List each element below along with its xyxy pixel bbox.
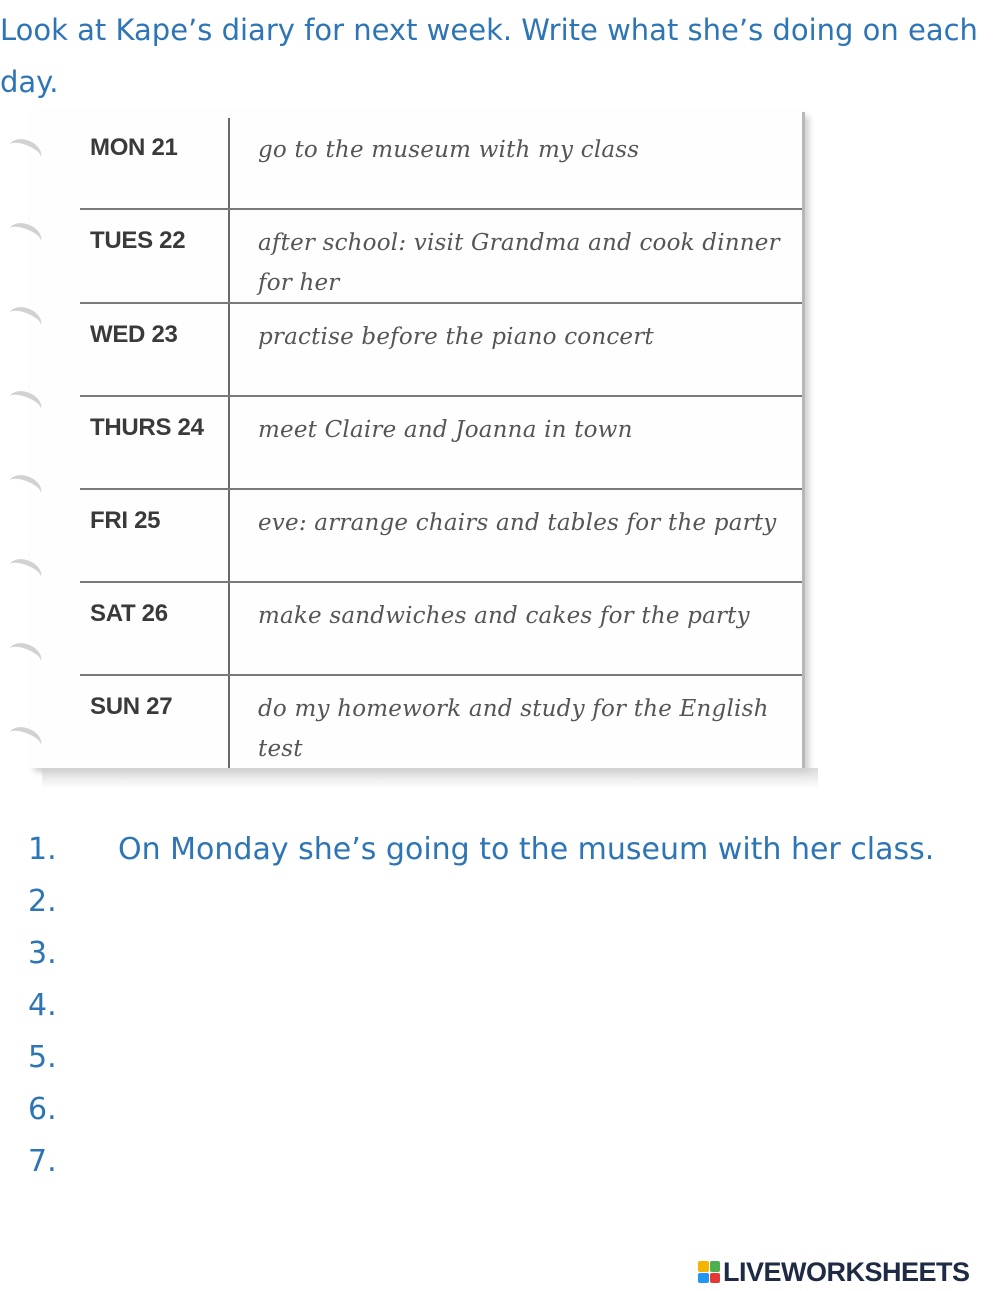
instruction-text: Look at Kape’s diary for next week. Write what she’s doing on each day. (0, 13, 978, 99)
diary-entry: make sandwiches and cakes for the party (258, 603, 750, 629)
diary-entry: meet Claire and Joanna in town (258, 417, 633, 443)
answer-number: 3. (28, 936, 57, 971)
answer-number: 7. (28, 1144, 57, 1179)
answer-line-3 (0, 930, 1000, 982)
answer-line-4 (0, 982, 1000, 1034)
diary-row-sunday (80, 675, 800, 768)
answer-line-6 (0, 1086, 1000, 1138)
diary-day-label: SAT 26 (90, 600, 168, 627)
diary-day-label: MON 21 (90, 134, 178, 161)
diary-row-monday (80, 116, 800, 209)
answer-number: 2. (28, 884, 57, 919)
logo-text: LIVEWORKSHEETS (723, 1256, 970, 1287)
diary-row-wednesday (80, 303, 800, 396)
liveworksheets-logo-icon (698, 1261, 720, 1283)
diary-entry: do my homework and study for the English test (258, 696, 769, 762)
diary-entry: go to the museum with my class (258, 137, 640, 163)
answer-line-7 (0, 1138, 1000, 1190)
diary-day-label: THURS 24 (90, 414, 204, 441)
diary-row-tuesday (80, 209, 800, 302)
liveworksheets-logo (698, 1257, 970, 1287)
diary-entry: practise before the piano concert (258, 324, 654, 350)
answer-number: 4. (28, 988, 57, 1023)
diary-row-saturday (80, 582, 800, 675)
diary-entry: eve: arrange chairs and tables for the party (258, 510, 777, 536)
diary-day-label: WED 23 (90, 321, 178, 348)
answer-line-5 (0, 1034, 1000, 1086)
diary-page (2, 112, 817, 788)
diary-day-label: SUN 27 (90, 693, 173, 720)
answer-text[interactable]: On Monday she’s going to the museum with her class. (118, 832, 935, 867)
diary-day-label: FRI 25 (90, 507, 161, 534)
answer-list (0, 826, 1000, 1190)
logo-tile (710, 1261, 721, 1272)
answer-number: 1. (28, 832, 57, 867)
diary-entry: after school: visit Grandma and cook dinner for her (258, 230, 780, 296)
answer-line-2 (0, 878, 1000, 930)
diary-row-friday (80, 489, 800, 582)
diary-day-label: TUES 22 (90, 227, 186, 254)
answer-line-1 (0, 826, 1000, 878)
logo-tile (710, 1273, 721, 1284)
logo-tile (698, 1273, 709, 1284)
answer-number: 6. (28, 1092, 57, 1127)
logo-tile (698, 1261, 709, 1272)
diary-shadow (42, 768, 818, 788)
answer-number: 5. (28, 1040, 57, 1075)
diary-row-thursday (80, 396, 800, 489)
